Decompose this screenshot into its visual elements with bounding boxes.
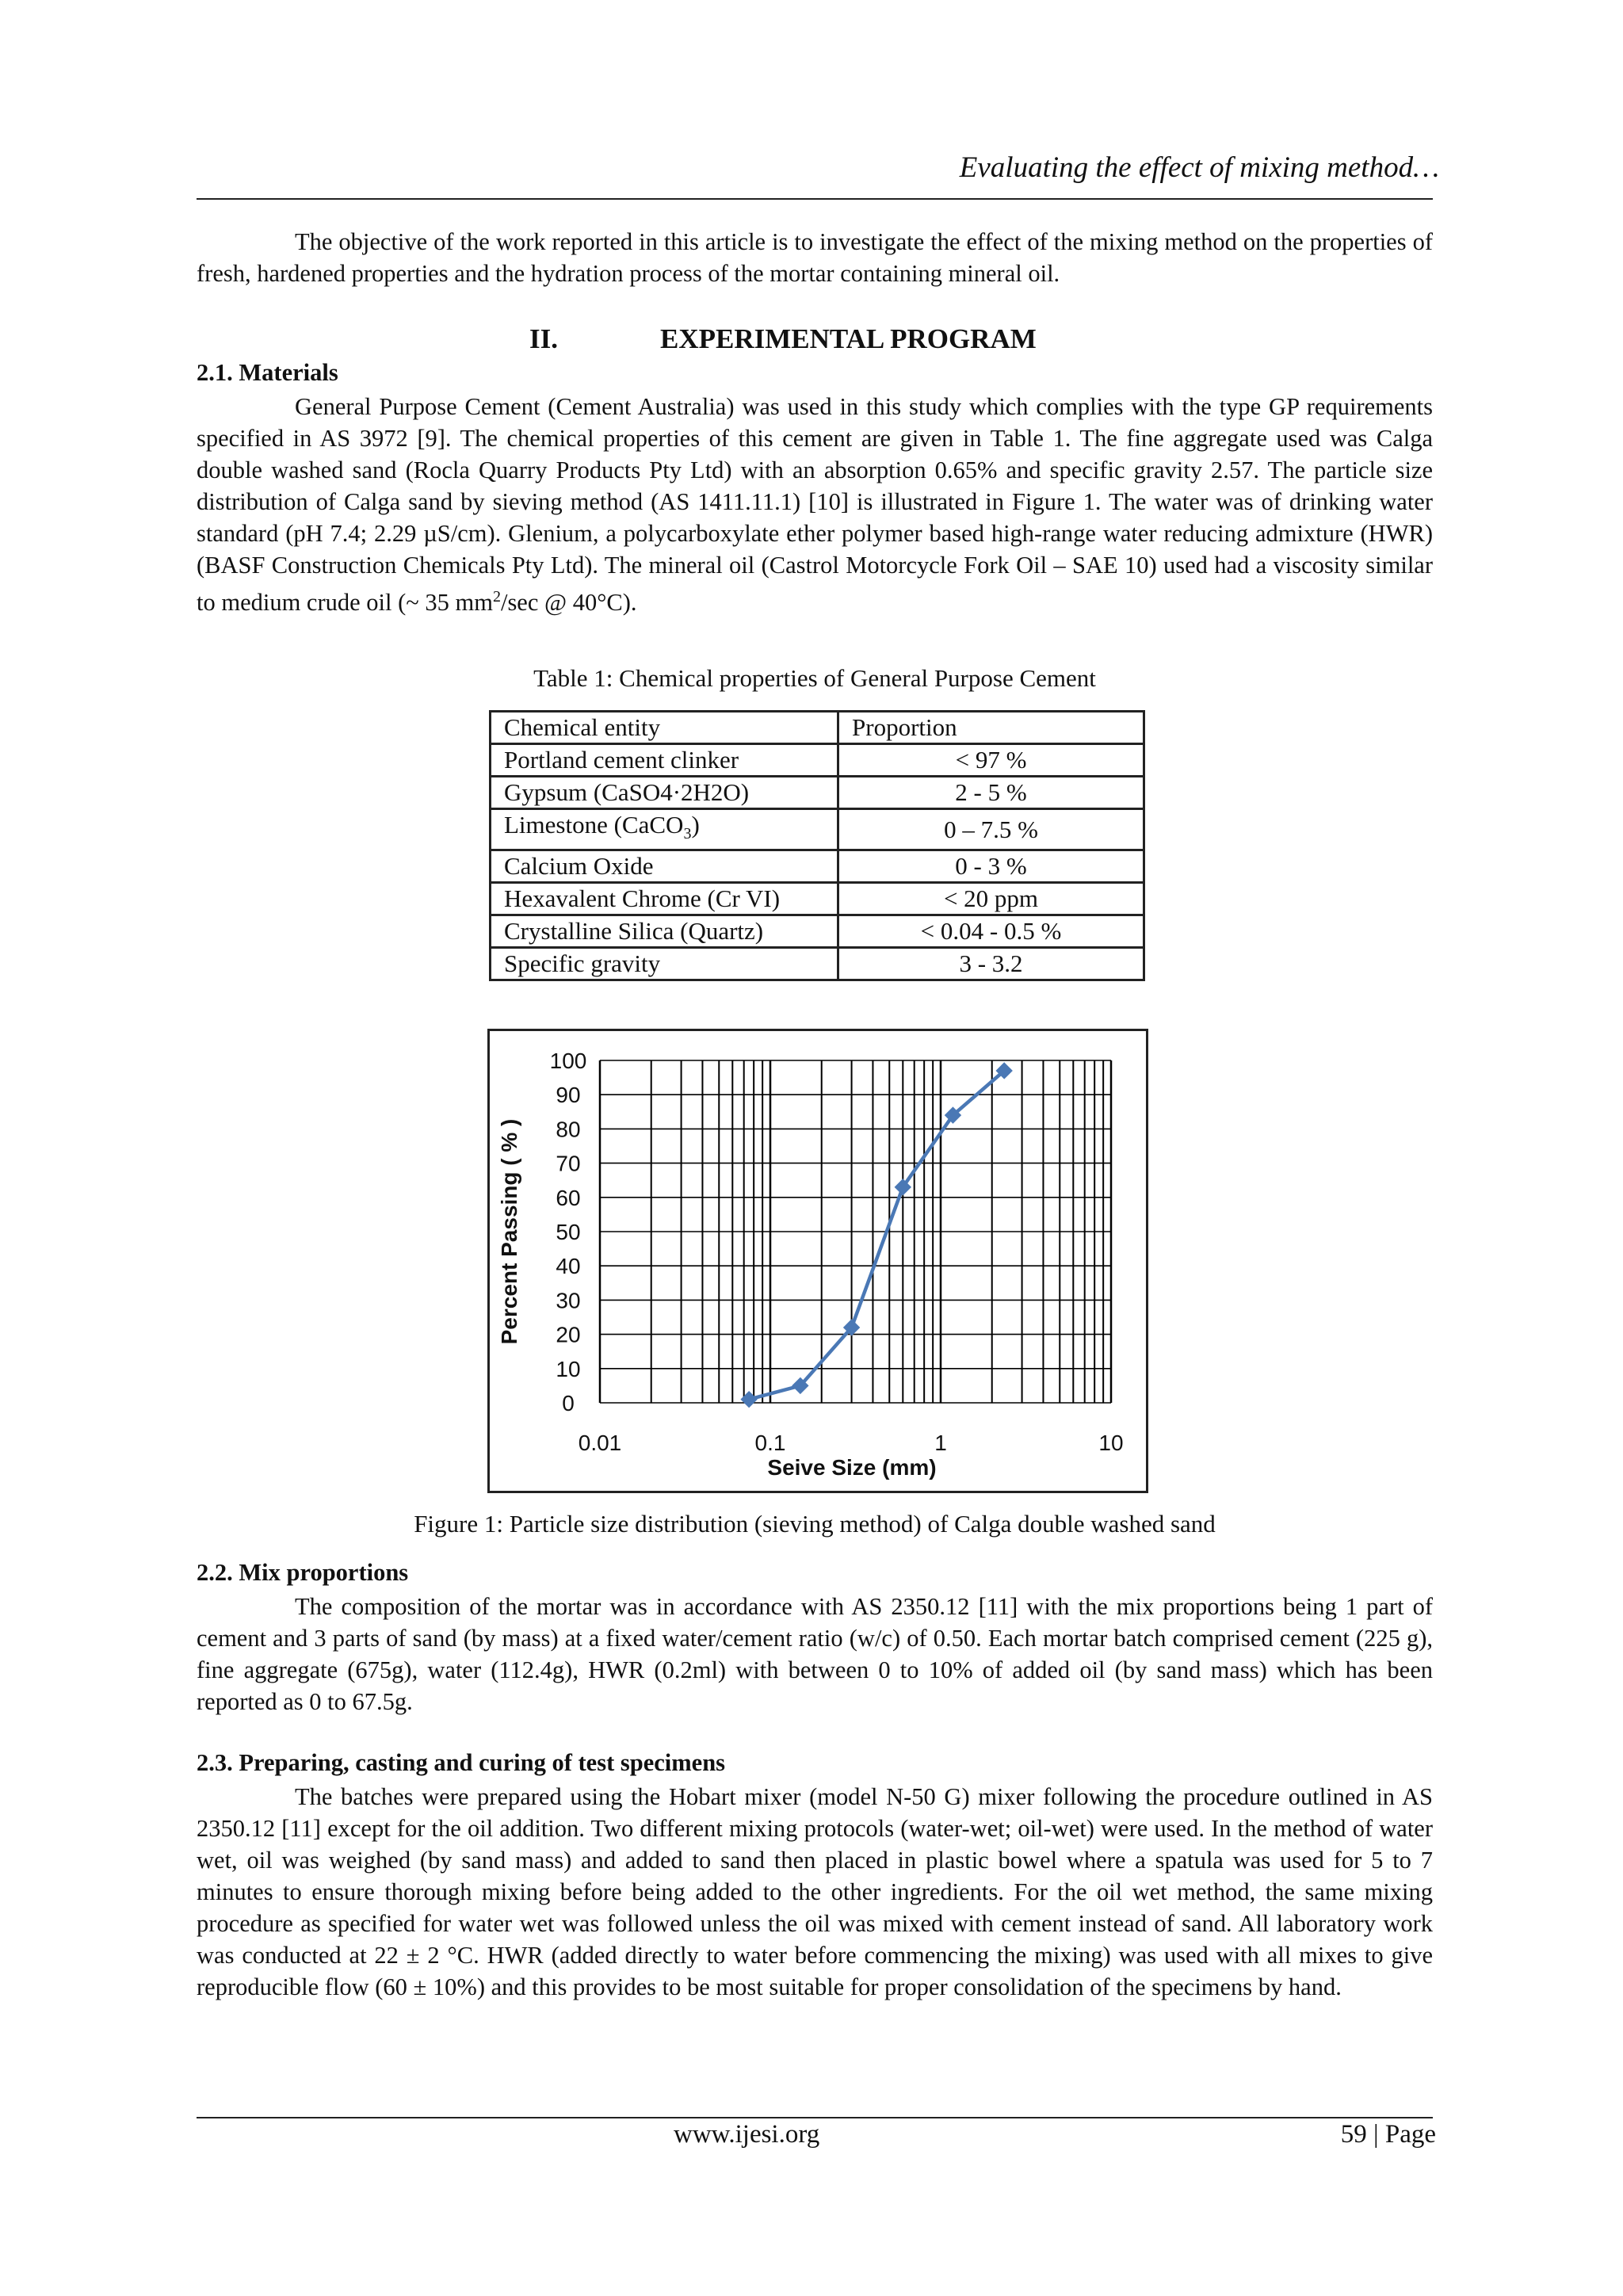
- figure1-chart: [487, 1029, 1148, 1497]
- table-header-cell: Chemical entity: [491, 712, 838, 744]
- table-cell: 2 - 5 %: [838, 777, 1144, 809]
- materials-text-end: /sec @ 40°C).: [500, 589, 637, 617]
- footer-page-number: 59 | Page: [1340, 2120, 1436, 2149]
- mix-heading: 2.2. Mix proportions: [197, 1559, 409, 1586]
- y-tick-label: 40: [556, 1254, 581, 1279]
- table1-caption: Table 1: Chemical properties of General Purpose Cement: [533, 664, 1096, 692]
- table-row: [491, 948, 1144, 980]
- y-tick-label: 50: [556, 1220, 581, 1244]
- materials-heading: 2.1. Materials: [197, 359, 338, 386]
- chemical-properties-table: [489, 710, 1145, 981]
- table-cell: Crystalline Silica (Quartz): [491, 915, 838, 948]
- y-tick-label: 80: [556, 1117, 581, 1142]
- table-row: [491, 777, 1144, 809]
- table-cell: Hexavalent Chrome (Cr VI): [491, 883, 838, 915]
- table-cell: < 97 %: [838, 744, 1144, 777]
- footer-url: www.ijesi.org: [674, 2120, 820, 2149]
- y-tick-label: 20: [556, 1322, 581, 1347]
- running-title: Evaluating the effect of mixing method…: [959, 151, 1439, 184]
- limestone-text: Limestone (CaCO: [504, 811, 684, 839]
- superscript-2: 2: [492, 588, 501, 606]
- header-divider: [197, 198, 1433, 200]
- x-tick-label: 1: [934, 1431, 947, 1455]
- y-tick-label: 30: [556, 1288, 581, 1313]
- section-title: EXPERIMENTAL PROGRAM: [660, 323, 1037, 354]
- intro-paragraph: The objective of the work reported in this article is to investigate the effect of the mixing method on the properties of fresh, hardened properties and the hydration process of the mortar containing mineral oil.: [197, 228, 1433, 287]
- table-cell: Portland cement clinker: [491, 744, 838, 777]
- x-tick-label: 10: [1098, 1431, 1124, 1455]
- table-cell: [491, 809, 838, 850]
- x-axis-title: Seive Size (mm): [767, 1455, 937, 1480]
- preparing-paragraph: The batches were prepared using the Hobart mixer (model N-50 G) mixer following the procedure outlined in AS 2350.12 [11] except for the oil addition. Two different mixing protocols (water-wet; oil-wet) were used. In the method of water wet, oil was weighed (by sand mass) and added to sand then placed in plastic bowel where a spatula was used for 5 to 7 minutes to ensure thorough mixing before being added to the other ingredients. For the oil wet method, the same mixing procedure as specified for water wet was followed unless the oil was mixed with cement instead of sand. All laboratory work was conducted at 22 ± 2 °C. HWR (added directly to water before commencing the mixing) was used with all mixes to give reproducible flow (60 ± 10%) and this provides to be most suitable for proper consolidation of the specimens by hand.: [197, 1783, 1433, 2000]
- materials-paragraph: [197, 391, 1433, 618]
- mix-paragraph: The composition of the mortar was in accordance with AS 2350.12 [11] with the mix proportions being 1 part of cement and 3 parts of sand (by mass) at a fixed water/cement ratio (w/c) of 0.50. Each mortar batch comprised cement (225 g), fine aggregate (675g), water (112.4g), HWR (0.2ml) with between 0 to 10% of added oil (by sand mass) which has been reported as 0 to 67.5g.: [197, 1593, 1433, 1715]
- y-tick-label: 0: [562, 1391, 575, 1415]
- table-cell: 3 - 3.2: [838, 948, 1144, 980]
- limestone-close: ): [691, 811, 700, 839]
- table-cell: Specific gravity: [491, 948, 838, 980]
- table-row: [491, 809, 1144, 850]
- subscript-3: 3: [683, 825, 692, 843]
- footer-divider: [197, 2117, 1433, 2118]
- table-cell: Calcium Oxide: [491, 850, 838, 883]
- table-cell: 0 - 3 %: [838, 850, 1144, 883]
- chart-frame: [489, 1030, 1148, 1492]
- x-tick-label: 0.01: [578, 1431, 622, 1455]
- y-tick-label: 90: [556, 1083, 581, 1108]
- materials-text: General Purpose Cement (Cement Australia) was used in this study which complies with the type GP requirements specified in AS 3972 [9]. The chemical properties of this cement are given in Table 1. The fine aggregate used was Calga double washed sand (Rocla Quarry Products Pty Ltd) with an absorption 0.65% and specific gravity 2.57. The particle size distribution of Calga sand by sieving method (AS 1411.11.1) [10] is illustrated in Figure 1. The water was of drinking water standard (pH 7.4; 2.29 µS/cm). Glenium, a polycarboxylate ether polymer based high-range water reducing admixture (HWR) (BASF Construction Chemicals Pty Ltd). The mineral oil (Castrol Motorcycle Fork Oil – SAE 10) used had a viscosity similar to medium crude oil (~ 35 mm: [197, 393, 1433, 617]
- table-row: [491, 744, 1144, 777]
- y-tick-label: 10: [556, 1356, 581, 1381]
- x-tick-label: 0.1: [754, 1431, 786, 1455]
- section-number: II.: [529, 323, 558, 354]
- y-axis-title: Percent Passing ( % ): [497, 1118, 521, 1345]
- y-tick-label: 100: [549, 1049, 587, 1073]
- table-cell: Gypsum (CaSO4·2H2O): [491, 777, 838, 809]
- table-cell: < 0.04 - 0.5 %: [838, 915, 1144, 948]
- table-header-row: [491, 712, 1144, 744]
- y-tick-label: 60: [556, 1185, 581, 1210]
- table-cell: < 20 ppm: [838, 883, 1144, 915]
- preparing-heading: 2.3. Preparing, casting and curing of test specimens: [197, 1749, 726, 1776]
- table-cell: 0 – 7.5 %: [838, 809, 1144, 850]
- table-row: [491, 915, 1144, 948]
- figure1-caption: Figure 1: Particle size distribution (sieving method) of Calga double washed sand: [414, 1510, 1216, 1538]
- table-row: [491, 850, 1144, 883]
- y-tick-label: 70: [556, 1151, 581, 1176]
- table-header-cell: Proportion: [838, 712, 1144, 744]
- table-row: [491, 883, 1144, 915]
- chart-svg: [487, 1029, 1148, 1493]
